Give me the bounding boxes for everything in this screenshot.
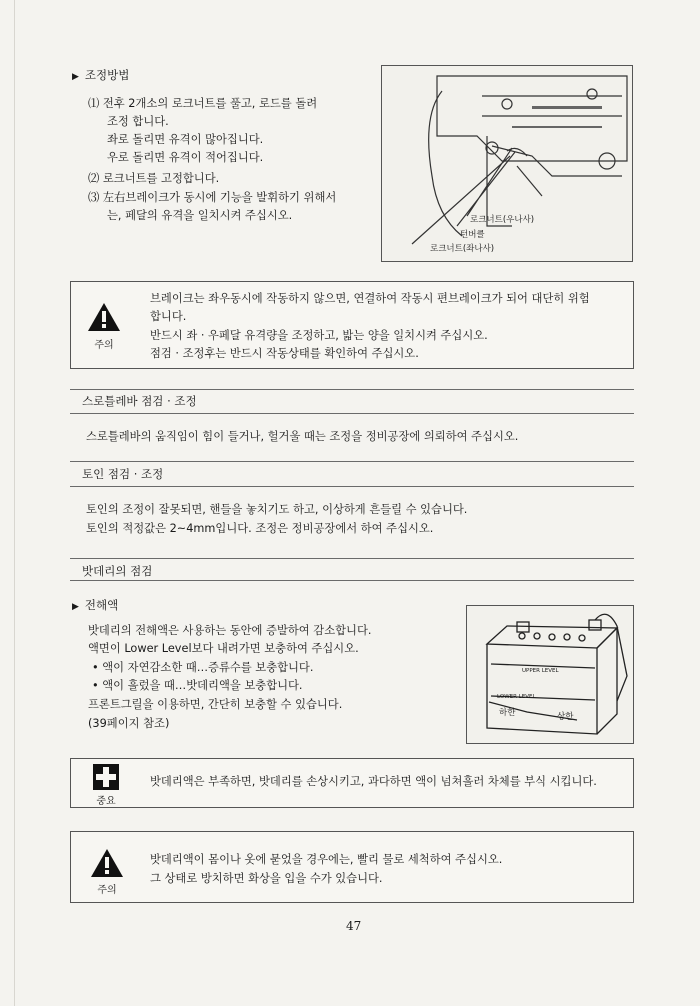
caution1-line-1: 브레이크는 좌우동시에 작동하지 않으면, 연결하여 작동시 편브레이크가 되어 대단히 위험: [150, 292, 590, 305]
brake-figure: [381, 65, 633, 262]
caution1-line-3: 반드시 좌 · 우페달 유격량을 조정하고, 밟는 양을 일치시켜 주십시오.: [150, 329, 488, 342]
section-rule-bottom: [70, 486, 634, 487]
throttle-title: 스로틀레바 점검 · 조정: [82, 394, 197, 408]
caution1-line-2: 합니다.: [150, 310, 187, 323]
section-rule-bottom: [70, 580, 634, 581]
battery-title: 밧데리의 점검: [82, 564, 153, 578]
battery-sub-heading: [72, 597, 118, 617]
page-number: 47: [346, 919, 362, 933]
lower-limit-label: 하한: [499, 708, 516, 718]
triangle-bullet-icon: ▶: [72, 72, 79, 82]
adjust-heading-text: 조정방법: [84, 68, 130, 82]
section-rule-top: [70, 461, 634, 462]
battery-line-5: 프론트그릴을 이용하면, 간단히 보충할 수 있습니다.: [88, 698, 343, 711]
important-label: 중요: [96, 796, 116, 807]
battery-line-1: 밧데리의 전해액은 사용하는 동안에 증발하여 감소합니다.: [88, 624, 372, 637]
adjust-line-2: 조정 합니다.: [107, 115, 169, 128]
triangle-bullet-icon: ▶: [72, 602, 79, 612]
section-rule-top: [70, 389, 634, 390]
adjust-line-4: 우로 돌리면 유격이 적어집니다.: [107, 151, 264, 164]
caution2-line-2: 그 상태로 방치하면 화상을 입을 수가 있습니다.: [150, 872, 383, 885]
caution-label: 주의: [97, 885, 117, 896]
battery-line-4: • 액이 흘렀을 때…밧데리액을 보충합니다.: [92, 679, 303, 692]
battery-figure: [466, 605, 634, 744]
adjust-line-7: 는, 페달의 유격을 일치시켜 주십시오.: [107, 209, 293, 222]
adjust-line-5: ⑵ 로크너트를 고정합니다.: [88, 172, 220, 185]
battery-line-2: 액면이 Lower Level보다 내려가면 보충하여 주십시오.: [88, 642, 359, 655]
upper-level-mark: UPPER LEVEL: [522, 668, 559, 674]
battery-sub-text: 전해액: [84, 598, 119, 612]
toein-line-2: 토인의 적정값은 2~4mm입니다. 조정은 정비공장에서 하여 주십시오.: [86, 522, 434, 535]
warning-triangle-icon: [87, 302, 121, 336]
battery-line-3: • 액이 자연감소한 때…증류수를 보충합니다.: [92, 661, 314, 674]
throttle-text: 스로틀레바의 움직임이 힘이 들거나, 헐거울 때는 조정을 정비공장에 의뢰하여 주십시오.: [86, 430, 519, 443]
section-rule-top: [70, 558, 634, 559]
brake-linkage-illustration: [382, 66, 632, 261]
caution1-line-4: 점검 · 조정후는 반드시 작동상태를 확인하여 주십시오.: [150, 347, 419, 360]
scan-edge-line: [14, 0, 15, 1006]
callout-locknut-left: 로크너트(좌나사): [430, 244, 495, 254]
section-rule-bottom: [70, 413, 634, 414]
upper-limit-label: 상한: [557, 712, 574, 722]
battery-line-6: (39페이지 참조): [88, 717, 170, 730]
adjust-line-3: 좌로 돌리면 유격이 많아집니다.: [107, 133, 264, 146]
caution-label: 주의: [94, 340, 114, 351]
lower-level-mark: LOWER LEVEL: [497, 694, 536, 700]
toein-line-1: 토인의 조정이 잘못되면, 핸들을 놓치기도 하고, 이상하게 흔들릴 수 있습니다.: [86, 503, 468, 516]
toein-title: 토인 점검 · 조정: [82, 467, 164, 481]
adjust-line-6: ⑶ 左右브레이크가 동시에 기능을 발휘하기 위해서: [88, 191, 337, 204]
important-text: 밧데리액은 부족하면, 밧데리를 손상시키고, 과다하면 액이 넘쳐흘러 차체를 부식 시킵니다.: [150, 775, 597, 788]
battery-illustration: [467, 606, 633, 743]
callout-locknut-right: 로크너트(우나사): [470, 215, 535, 225]
first-aid-cross-icon: [93, 764, 119, 794]
warning-triangle-icon: [90, 848, 124, 882]
adjust-heading: [72, 67, 129, 87]
adjust-line-1: ⑴ 전후 2개소의 로크너트를 풀고, 로드를 돌려: [88, 97, 318, 110]
caution2-line-1: 밧데리액이 몸이나 옷에 묻었을 경우에는, 빨리 물로 세척하여 주십시오.: [150, 853, 503, 866]
callout-turnbuckle: 턴버클: [460, 230, 485, 240]
